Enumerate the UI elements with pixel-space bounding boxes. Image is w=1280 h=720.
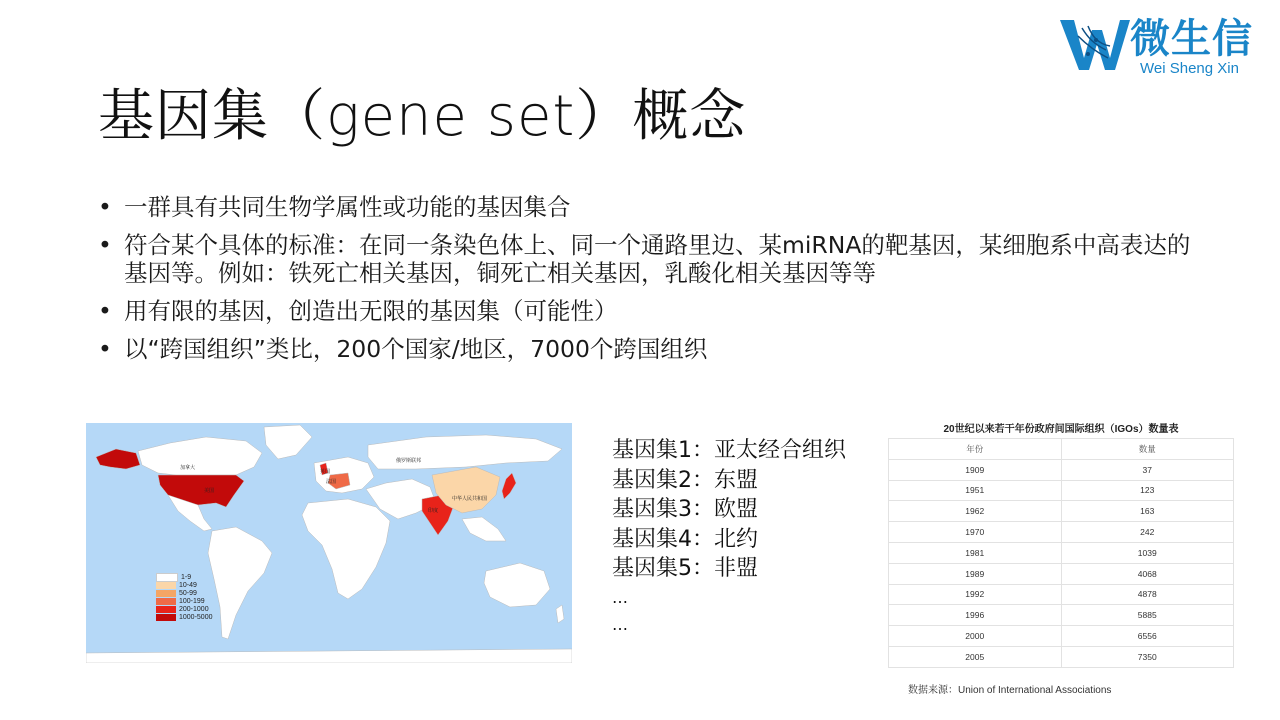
logo-english-text: Wei Sheng Xin [1140,60,1239,77]
data-source: 数据来源：Union of International Associations [908,685,1112,696]
table-header-row [889,439,1234,460]
year-cell: 1970 [889,522,1062,543]
year-cell: 2005 [889,646,1062,667]
legend-label: 10-49 [179,581,197,589]
legend-swatch [156,573,178,582]
gene-set-item: 基因集4：北约 [612,526,758,552]
count-cell: 123 [1061,480,1234,501]
logo-w-icon [1058,14,1130,74]
map-label-us: 美国 [204,488,215,494]
bullet-item [96,193,1196,221]
table-row [889,459,1234,480]
legend-swatch [156,606,176,613]
map-label-china: 中华人民共和国 [452,496,488,502]
count-cell: 163 [1061,501,1234,522]
year-cell: 1996 [889,605,1062,626]
table-row [889,501,1234,522]
count-cell: 7350 [1061,646,1234,667]
bullet-text: 符合某个具体的标准：在同一条染色体上、同一个通路里边、某miRNA的靶基因，某细胞系中高表达的基因等。例如：铁死亡相关基因，铜死亡相关基因，乳酸化相关基因等等 [124,231,1191,287]
map-label-france: 法国 [326,479,337,485]
bullet-marker: • [98,335,112,363]
table-row [889,646,1234,667]
map-label-russia: 俄罗斯联邦 [396,458,422,464]
brand-logo [1058,14,1268,78]
legend-item [156,581,212,589]
table-row [889,522,1234,543]
gene-set-list [612,436,846,638]
count-cell: 4068 [1061,563,1234,584]
table-row [889,584,1234,605]
year-cell: 1992 [889,584,1062,605]
legend-item [156,613,212,621]
slide-title: 基因集（gene set）概念 [98,84,747,149]
gene-set-item: 基因集1：亚太经合组织 [612,438,846,463]
map-legend [156,573,212,621]
gene-set-ellipsis: … [612,587,628,607]
gene-set-item: 基因集3：欧盟 [612,497,758,522]
gene-set-item: 基因集2：东盟 [612,467,758,493]
gene-set-ellipsis: … [612,614,628,634]
legend-label: 50-99 [179,589,197,597]
count-cell: 37 [1061,459,1234,480]
bullet-text: 一群具有共同生物学属性或功能的基因集合 [124,193,571,221]
world-map [86,423,572,663]
legend-item [156,597,212,605]
legend-swatch [156,590,176,597]
count-cell: 242 [1061,522,1234,543]
legend-item [156,573,212,581]
bullet-item [96,335,1196,363]
map-label-canada: 加拿大 [180,465,196,471]
year-cell: 1989 [889,563,1062,584]
table-row [889,563,1234,584]
world-map-svg [86,423,572,663]
count-cell: 5885 [1061,605,1234,626]
legend-swatch [156,614,176,621]
header-count: 数量 [1061,439,1234,460]
legend-swatch [156,582,176,589]
legend-item [156,605,212,613]
table-row [889,626,1234,647]
bullet-text: 以“跨国组织”类比，200个国家/地区，7000个跨国组织 [124,335,708,363]
bullet-marker: • [98,297,112,325]
igo-table [888,438,1234,668]
bullet-item [96,297,1196,325]
legend-label: 100-199 [179,597,205,605]
legend-label: 200-1000 [179,605,209,613]
legend-swatch [156,598,176,605]
bullet-marker: • [98,193,112,221]
logo-chinese-text: 微生信 [1130,16,1253,62]
table-row [889,605,1234,626]
year-cell: 2000 [889,626,1062,647]
bullet-marker: • [98,231,112,259]
count-cell: 4878 [1061,584,1234,605]
table-title: 20世纪以来若干年份政府间国际组织（IGOs）数量表 [943,424,1179,435]
map-label-uk: 英国 [320,469,331,475]
legend-item [156,589,212,597]
count-cell: 1039 [1061,542,1234,563]
year-cell: 1909 [889,459,1062,480]
year-cell: 1962 [889,501,1062,522]
gene-set-item: 基因集5：非盟 [612,556,758,581]
table-row [889,480,1234,501]
bullet-text: 用有限的基因，创造出无限的基因集（可能性） [124,297,618,325]
year-cell: 1951 [889,480,1062,501]
legend-label: 1000-5000 [179,613,213,621]
year-cell: 1981 [889,542,1062,563]
count-cell: 6556 [1061,626,1234,647]
header-year: 年份 [889,439,1062,460]
bullet-list [96,193,1196,373]
bullet-item [96,231,1196,287]
legend-label: 1-9 [181,573,192,581]
table-row [889,542,1234,563]
map-label-india: 印度 [428,508,439,514]
